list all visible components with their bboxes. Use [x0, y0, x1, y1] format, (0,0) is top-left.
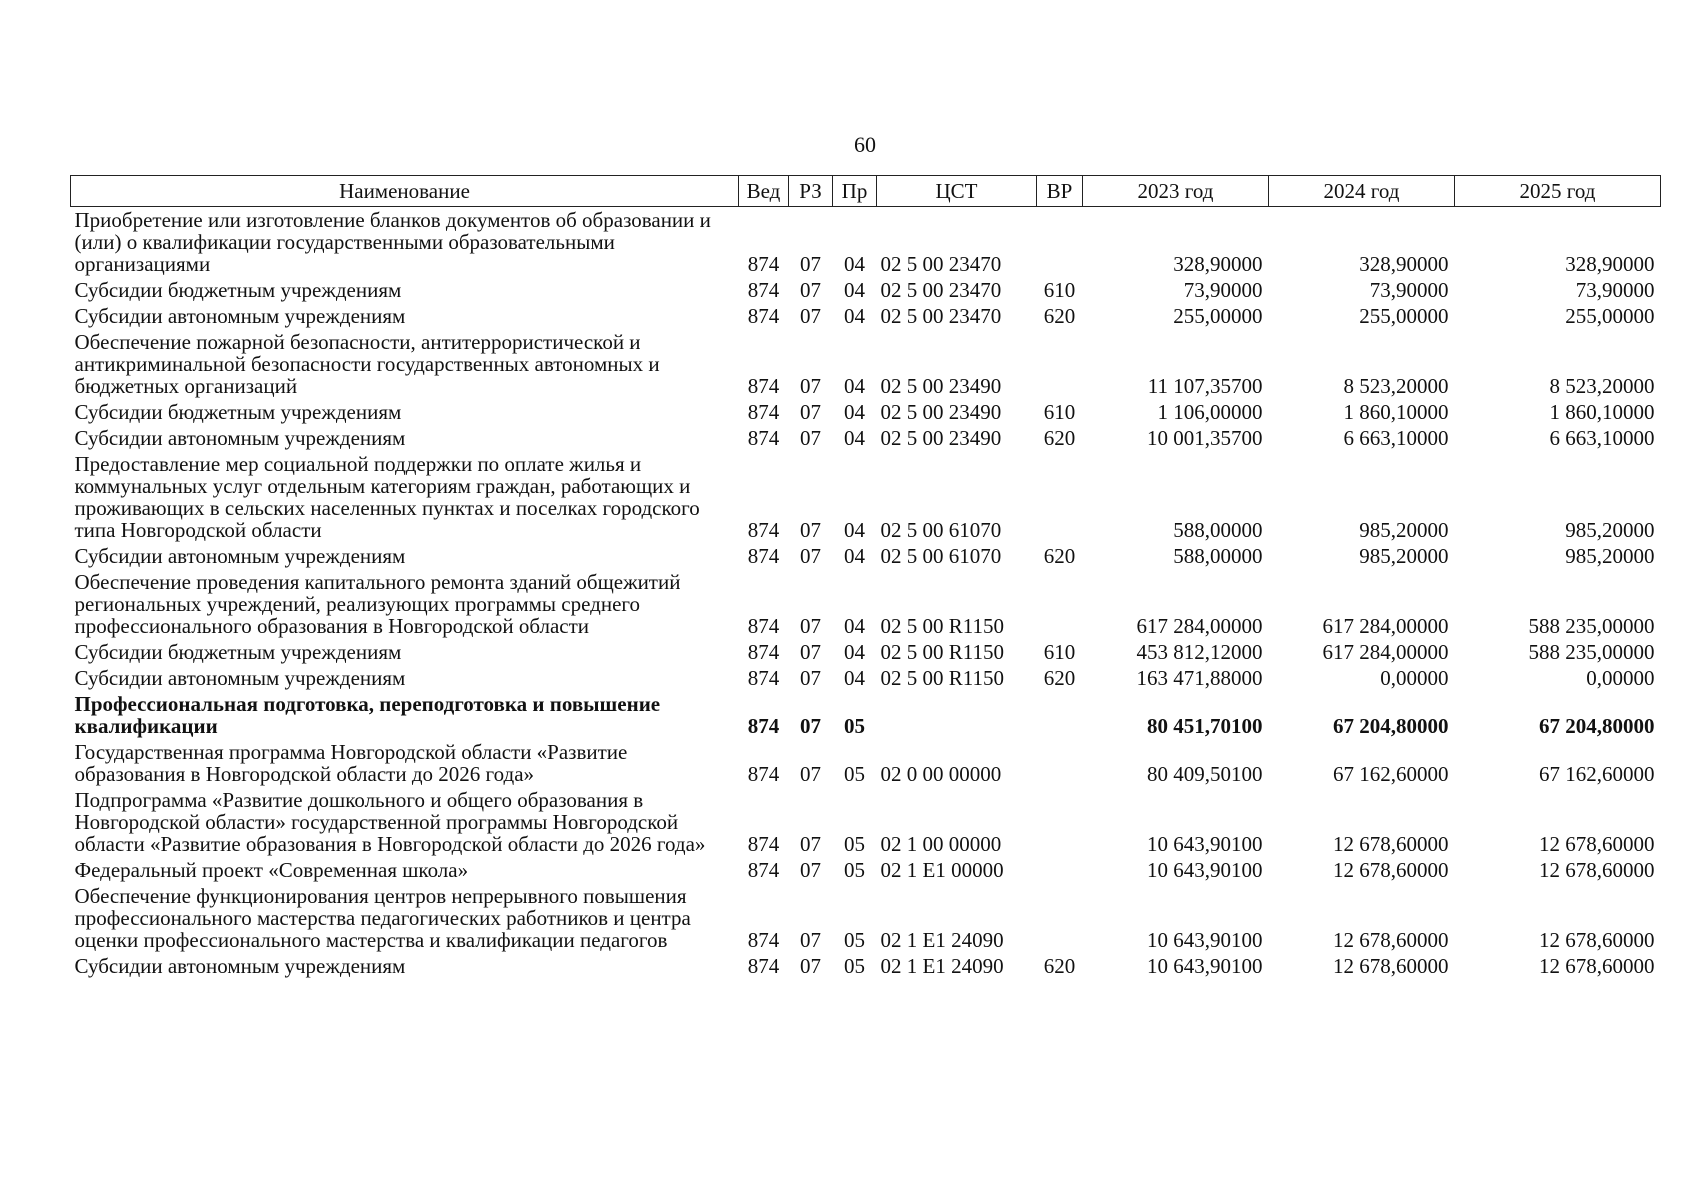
table-row — [71, 425, 1661, 451]
cell-cst: 02 1 E1 24090 — [880, 954, 1004, 978]
cell-ved: 874 — [747, 304, 780, 328]
cell-pr: 04 — [844, 278, 865, 302]
cell-cst: 02 5 00 23470 — [880, 252, 1002, 276]
cell-name: Субсидии автономным учреждениям — [74, 954, 406, 978]
cell-name: Государственная программа Новгородской области «Развитие образования в Новгородской области до 2026 года» — [74, 740, 628, 786]
cell-name: Субсидии автономным учреждениям — [74, 426, 406, 450]
table-header-row — [71, 176, 1661, 207]
cell-2023: 453 812,12000 — [1136, 640, 1263, 664]
cell-vr: 620 — [1043, 544, 1076, 568]
header-rz: РЗ — [789, 176, 833, 207]
cell-name: Субсидии автономным учреждениям — [74, 544, 406, 568]
cell-ved: 874 — [747, 928, 780, 952]
cell-cst: 02 5 00 R1150 — [880, 640, 1004, 664]
cell-ved: 874 — [747, 640, 780, 664]
cell-2023: 10 643,90100 — [1147, 858, 1263, 882]
cell-ved: 874 — [747, 954, 780, 978]
cell-2024: 12 678,60000 — [1333, 954, 1449, 978]
cell-vr: 620 — [1043, 304, 1076, 328]
cell-name: Обеспечение проведения капитального ремонта зданий общежитий региональных учреждений, реализующих программы среднего профессионального образования в Новгородской области — [74, 570, 681, 638]
table-row — [71, 207, 1661, 278]
budget-table — [70, 175, 1661, 979]
cell-pr: 04 — [844, 614, 865, 638]
table-row — [71, 953, 1661, 979]
cell-rz: 07 — [800, 374, 821, 398]
cell-rz: 07 — [800, 666, 821, 690]
table-row — [71, 277, 1661, 303]
cell-vr: 610 — [1043, 278, 1076, 302]
cell-2024: 617 284,00000 — [1322, 640, 1449, 664]
cell-vr: 620 — [1043, 954, 1076, 978]
cell-2024: 67 162,60000 — [1333, 762, 1449, 786]
cell-2023: 588,00000 — [1173, 544, 1263, 568]
cell-2023: 10 643,90100 — [1147, 954, 1263, 978]
cell-name: Федеральный проект «Современная школа» — [74, 858, 469, 882]
table-body — [71, 207, 1661, 980]
cell-vr — [1037, 207, 1083, 278]
table-row — [71, 569, 1661, 639]
cell-pr: 04 — [844, 426, 865, 450]
cell-vr: 620 — [1043, 426, 1076, 450]
cell-cst: 02 1 E1 00000 — [880, 858, 1004, 882]
cell-2023: 80 409,50100 — [1147, 762, 1263, 786]
cell-cst: 02 0 00 00000 — [880, 762, 1002, 786]
cell-2023: 328,90000 — [1173, 252, 1263, 276]
cell-rz: 07 — [800, 252, 821, 276]
cell-pr: 04 — [844, 518, 865, 542]
cell-rz: 07 — [800, 614, 821, 638]
cell-2025: 6 663,10000 — [1549, 426, 1655, 450]
cell-cst: 02 5 00 23490 — [880, 374, 1002, 398]
header-name: Наименование — [71, 176, 739, 207]
cell-2025: 1 860,10000 — [1549, 400, 1655, 424]
cell-rz: 07 — [800, 426, 821, 450]
cell-ved: 874 — [747, 714, 780, 738]
cell-vr — [1037, 857, 1083, 883]
cell-rz: 07 — [800, 714, 821, 738]
table-row — [71, 739, 1661, 787]
cell-2025: 12 678,60000 — [1539, 954, 1655, 978]
cell-pr: 04 — [844, 666, 865, 690]
cell-ved: 874 — [747, 374, 780, 398]
cell-2024: 617 284,00000 — [1322, 614, 1449, 638]
cell-ved: 874 — [747, 858, 780, 882]
cell-name: Профессиональная подготовка, переподготовка и повышение квалификации — [74, 692, 661, 738]
cell-pr: 04 — [844, 374, 865, 398]
cell-2025: 255,00000 — [1565, 304, 1655, 328]
table-row — [71, 639, 1661, 665]
table-row — [71, 883, 1661, 953]
table-row — [71, 329, 1661, 399]
cell-2025: 12 678,60000 — [1539, 858, 1655, 882]
cell-ved: 874 — [747, 518, 780, 542]
cell-2025: 67 162,60000 — [1539, 762, 1655, 786]
cell-pr: 05 — [844, 714, 865, 738]
cell-2025: 67 204,80000 — [1539, 714, 1655, 738]
cell-2024: 0,00000 — [1380, 666, 1449, 690]
cell-cst: 02 5 00 61070 — [880, 544, 1002, 568]
cell-2024: 8 523,20000 — [1343, 374, 1449, 398]
header-ved: Вед — [739, 176, 789, 207]
cell-2023: 10 643,90100 — [1147, 928, 1263, 952]
table-row — [71, 691, 1661, 739]
cell-rz: 07 — [800, 304, 821, 328]
cell-rz: 07 — [800, 762, 821, 786]
table-row — [71, 857, 1661, 883]
cell-name: Подпрограмма «Развитие дошкольного и общего образования в Новгородской области» государственной программы Новгородской области «Развитие образования в Новгородской области до 2026 года» — [74, 788, 706, 856]
table-row — [71, 303, 1661, 329]
header-2024: 2024 год — [1269, 176, 1455, 207]
cell-ved: 874 — [747, 666, 780, 690]
cell-name: Приобретение или изготовление бланков документов об образовании и (или) о квалификации государственными образовательными организациями — [74, 208, 711, 276]
cell-vr — [1037, 883, 1083, 953]
cell-2025: 328,90000 — [1565, 252, 1655, 276]
cell-rz: 07 — [800, 278, 821, 302]
table-row — [71, 399, 1661, 425]
cell-ved: 874 — [747, 614, 780, 638]
cell-rz: 07 — [800, 954, 821, 978]
cell-name: Предоставление мер социальной поддержки по оплате жилья и коммунальных услуг отдельным категориям граждан, работающих и проживающих в сельских населенных пунктах и поселках городского типа Новгородской области — [74, 452, 700, 542]
cell-vr: 610 — [1043, 400, 1076, 424]
cell-name: Субсидии автономным учреждениям — [74, 666, 406, 690]
table-row — [71, 665, 1661, 691]
cell-name: Обеспечение пожарной безопасности, антитеррористической и антикриминальной безопасности государственных автономных и бюджетных организаций — [74, 330, 660, 398]
cell-ved: 874 — [747, 762, 780, 786]
cell-2024: 255,00000 — [1359, 304, 1449, 328]
cell-pr: 04 — [844, 544, 865, 568]
header-vr: ВР — [1037, 176, 1083, 207]
cell-2023: 80 451,70100 — [1147, 714, 1263, 738]
cell-cst: 02 5 00 23470 — [880, 278, 1002, 302]
cell-vr — [1037, 787, 1083, 857]
cell-name: Субсидии бюджетным учреждениям — [74, 640, 402, 664]
cell-2023: 73,90000 — [1183, 278, 1263, 302]
cell-name: Обеспечение функционирования центров непрерывного повышения профессионального мастерства педагогических работников и центра оценки профессионального мастерства и квалификации педагогов — [74, 884, 691, 952]
cell-ved: 874 — [747, 252, 780, 276]
cell-2024: 985,20000 — [1359, 544, 1449, 568]
cell-2024: 328,90000 — [1359, 252, 1449, 276]
cell-pr: 04 — [844, 640, 865, 664]
cell-pr: 05 — [844, 928, 865, 952]
cell-pr: 05 — [844, 954, 865, 978]
cell-name: Субсидии бюджетным учреждениям — [74, 400, 402, 424]
cell-rz: 07 — [800, 544, 821, 568]
cell-rz: 07 — [800, 832, 821, 856]
cell-rz: 07 — [800, 858, 821, 882]
cell-2024: 73,90000 — [1369, 278, 1449, 302]
cell-ved: 874 — [747, 400, 780, 424]
cell-cst: 02 5 00 23470 — [880, 304, 1002, 328]
header-pr: Пр — [833, 176, 877, 207]
cell-2024: 12 678,60000 — [1333, 928, 1449, 952]
cell-2023: 617 284,00000 — [1136, 614, 1263, 638]
cell-pr: 04 — [844, 252, 865, 276]
cell-pr: 05 — [844, 858, 865, 882]
cell-ved: 874 — [747, 426, 780, 450]
cell-2024: 67 204,80000 — [1333, 714, 1449, 738]
cell-2025: 985,20000 — [1565, 544, 1655, 568]
header-2025: 2025 год — [1455, 176, 1661, 207]
table-row — [71, 787, 1661, 857]
cell-cst: 02 5 00 23490 — [880, 426, 1002, 450]
header-cst: ЦСТ — [877, 176, 1037, 207]
cell-2023: 10 001,35700 — [1147, 426, 1263, 450]
cell-vr: 620 — [1043, 666, 1076, 690]
cell-rz: 07 — [800, 640, 821, 664]
cell-cst: 02 5 00 23490 — [880, 400, 1002, 424]
cell-2023: 255,00000 — [1173, 304, 1263, 328]
cell-rz: 07 — [800, 400, 821, 424]
cell-pr: 05 — [844, 762, 865, 786]
cell-2023: 1 106,00000 — [1157, 400, 1263, 424]
cell-2025: 588 235,00000 — [1528, 614, 1655, 638]
cell-ved: 874 — [747, 544, 780, 568]
cell-2024: 12 678,60000 — [1333, 832, 1449, 856]
cell-vr — [1037, 451, 1083, 543]
cell-2023: 163 471,88000 — [1136, 666, 1263, 690]
cell-cst: 02 5 00 R1150 — [880, 666, 1004, 690]
cell-2025: 0,00000 — [1586, 666, 1655, 690]
cell-2025: 588 235,00000 — [1528, 640, 1655, 664]
page-number: 60 — [854, 132, 876, 157]
cell-2023: 10 643,90100 — [1147, 832, 1263, 856]
cell-2025: 12 678,60000 — [1539, 832, 1655, 856]
cell-vr: 610 — [1043, 640, 1076, 664]
cell-2024: 985,20000 — [1359, 518, 1449, 542]
cell-ved: 874 — [747, 278, 780, 302]
cell-2025: 12 678,60000 — [1539, 928, 1655, 952]
cell-2024: 1 860,10000 — [1343, 400, 1449, 424]
cell-2024: 12 678,60000 — [1333, 858, 1449, 882]
cell-2024: 6 663,10000 — [1343, 426, 1449, 450]
cell-pr: 04 — [844, 304, 865, 328]
cell-vr — [1037, 691, 1083, 739]
cell-cst: 02 1 00 00000 — [880, 832, 1002, 856]
cell-cst — [877, 691, 1037, 739]
cell-2025: 8 523,20000 — [1549, 374, 1655, 398]
cell-2023: 588,00000 — [1173, 518, 1263, 542]
cell-2025: 985,20000 — [1565, 518, 1655, 542]
cell-vr — [1037, 329, 1083, 399]
table-row — [71, 543, 1661, 569]
cell-pr: 04 — [844, 400, 865, 424]
cell-name: Субсидии автономным учреждениям — [74, 304, 406, 328]
cell-cst: 02 5 00 R1150 — [880, 614, 1004, 638]
cell-rz: 07 — [800, 928, 821, 952]
cell-name: Субсидии бюджетным учреждениям — [74, 278, 402, 302]
cell-rz: 07 — [800, 518, 821, 542]
cell-cst: 02 1 E1 24090 — [880, 928, 1004, 952]
header-2023: 2023 год — [1083, 176, 1269, 207]
cell-2025: 73,90000 — [1575, 278, 1655, 302]
cell-pr: 05 — [844, 832, 865, 856]
cell-vr — [1037, 739, 1083, 787]
cell-vr — [1037, 569, 1083, 639]
cell-cst: 02 5 00 61070 — [880, 518, 1002, 542]
cell-ved: 874 — [747, 832, 780, 856]
table-row — [71, 451, 1661, 543]
cell-2023: 11 107,35700 — [1147, 374, 1263, 398]
